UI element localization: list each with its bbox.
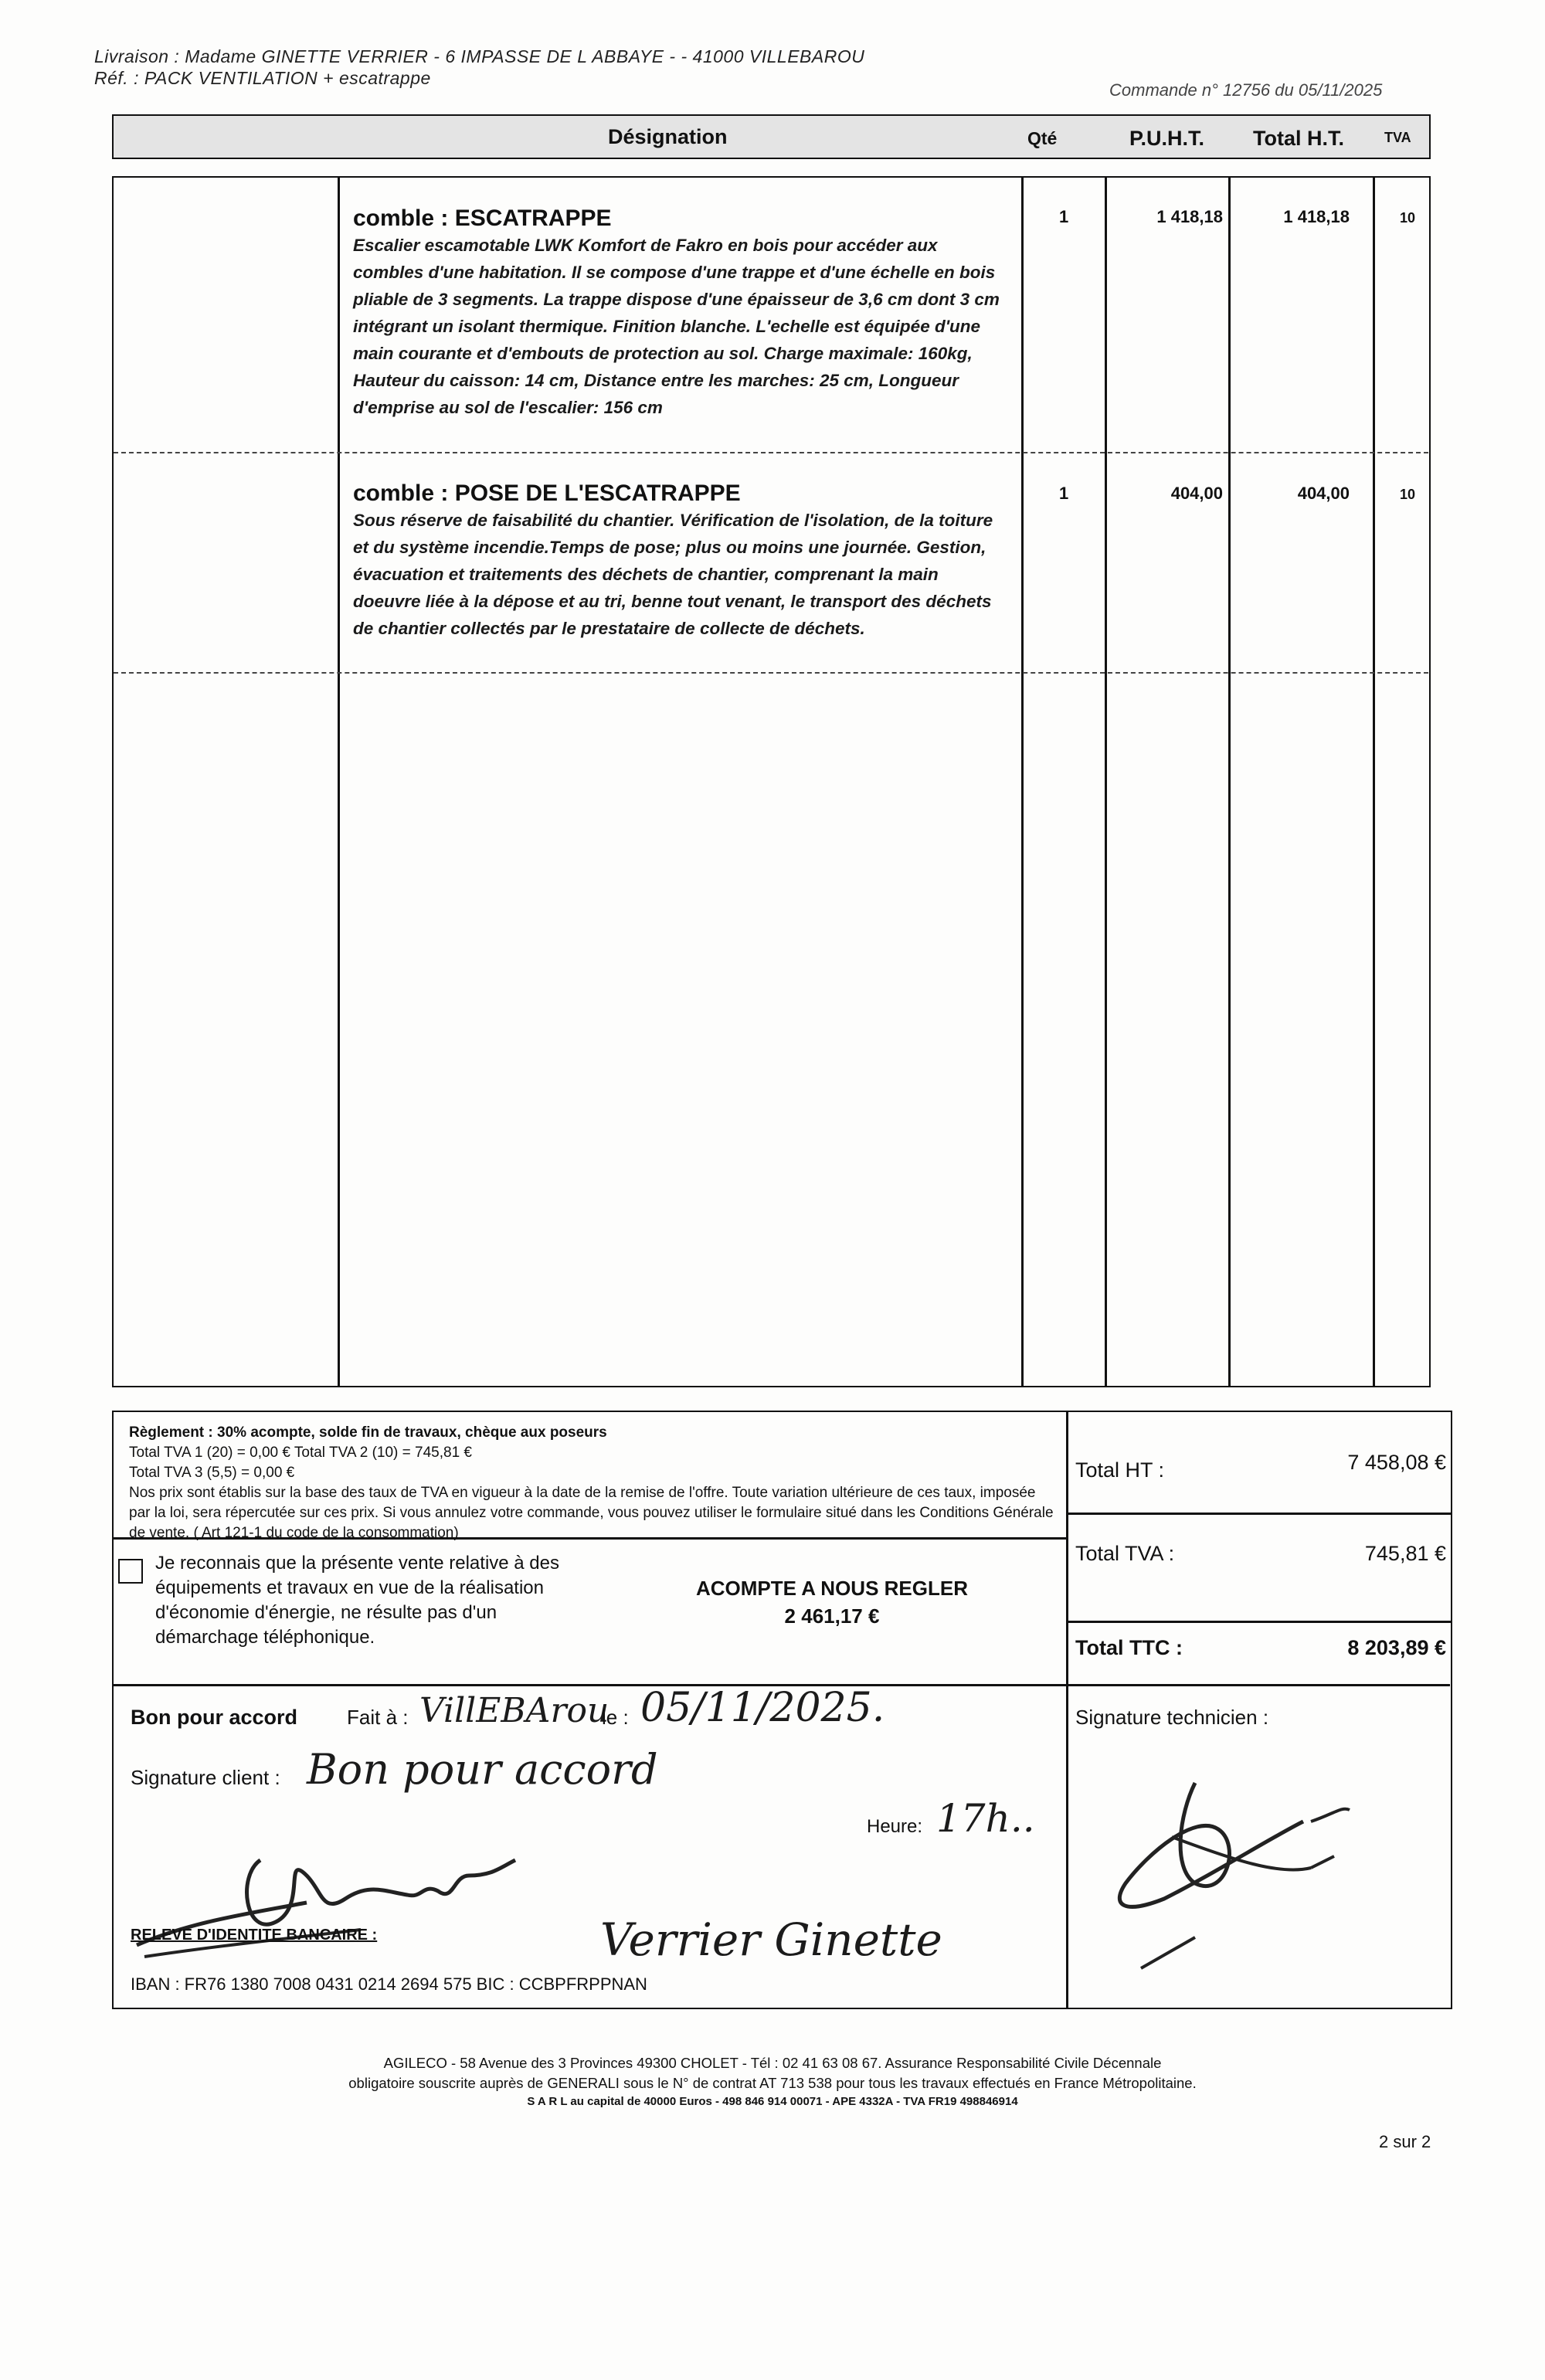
reference: Réf. : PACK VENTILATION + escatrappe	[94, 68, 431, 88]
technician-signature	[1079, 1752, 1442, 1984]
item-total-ht: 404,00	[1297, 484, 1350, 503]
acknowledgement-text: Je reconnais que la présente vente relative à des équipements et travaux en vue de la réalisation d'économie d'énergie, ne résulte pas d'un démarchage téléphonique.	[155, 1553, 559, 1648]
client-signature-label: Signature client :	[131, 1766, 280, 1789]
item-description: Escalier escamotable LWK Komfort de Fakro en bois pour accéder aux combles d'une habitation. Il se compose d'une trappe et d'une échelle en bois pliable de 3 segments. La trappe dispose d'une épaisseur de 3,6 cm dont 3 cm intégrant un isolant thermique. Finition blanche. L'echelle est équipée d'une main courante et d'embouts de protection au sol. Charge maximale: 160kg, Hauteur du caisson: 14 cm, Distance entre les marches: 25 cm, Longueur d'emprise au sol de l'escalier: 156 cm	[353, 236, 1000, 417]
date-label: le :	[602, 1706, 629, 1729]
place-label: Fait à :	[347, 1706, 409, 1729]
item-tva: 10	[1400, 487, 1416, 502]
technician-signature-label: Signature technicien :	[1075, 1706, 1269, 1729]
table-body	[112, 176, 1431, 1387]
col-tva: TVA	[1384, 130, 1411, 145]
payment-terms	[129, 1423, 1056, 1543]
table-row	[353, 480, 1010, 642]
footer-line-3: S A R L au capital de 40000 Euros - 498 846 914 00071 - APE 4332A - TVA FR19 498846914	[527, 2095, 1018, 2108]
item-qte: 1	[1059, 207, 1069, 226]
footer-line-2: obligatoire souscrite auprès de GENERALI sous le N° de contrat AT 713 538 pour tous les travaux effectués en France Métropolitaine.	[348, 2075, 1197, 2091]
page-number: 2 sur 2	[1379, 2132, 1431, 2151]
item-puht: 404,00	[1170, 484, 1223, 503]
time-label: Heure:	[867, 1816, 923, 1837]
footer-line-1: AGILECO - 58 Avenue des 3 Provinces 49300 CHOLET - Tél : 02 41 63 08 67. Assurance Responsabilité Civile Décennale	[383, 2055, 1162, 2071]
col-designation: Désignation	[608, 125, 728, 148]
bank-title: RELEVE D'IDENTITE BANCAIRE :	[131, 1927, 378, 1944]
item-description: Sous réserve de faisabilité du chantier. Vérification de l'isolation, de la toiture et du système incendie.Temps de pose; plus ou moins une journée. Gestion, évacuation et traitements des déchets de chantier, comprenant la main doeuvre liée à la dépose et au tri, benne tout venant, le transport des déchets de chantier collectés par le prestataire de collecte de déchets.	[353, 511, 993, 638]
item-puht: 1 418,18	[1156, 207, 1223, 226]
time-value: 17h..	[936, 1796, 1035, 1841]
total-tva-value: 745,81 €	[1364, 1542, 1446, 1565]
total-tva-label: Total TVA :	[1075, 1542, 1175, 1565]
col-puht: P.U.H.T.	[1129, 127, 1205, 150]
total-ht-label: Total HT :	[1075, 1458, 1165, 1482]
total-ht-value: 7 458,08 €	[1347, 1451, 1446, 1474]
payment-line-1: Règlement : 30% acompte, solde fin de travaux, chèque aux poseurs	[129, 1424, 607, 1441]
item-qte: 1	[1059, 484, 1069, 503]
total-ttc-value: 8 203,89 €	[1347, 1636, 1446, 1659]
client-handwritten-text: Bon pour accord	[307, 1745, 658, 1794]
col-total-ht: Total H.T.	[1253, 127, 1344, 150]
table-row	[353, 205, 1010, 421]
item-tva: 10	[1400, 210, 1416, 226]
approval-label: Bon pour accord	[131, 1706, 298, 1729]
payment-line-3: Total TVA 3 (5,5) = 0,00 €	[129, 1465, 295, 1481]
client-name-handwritten: Verrier Ginette	[600, 1913, 942, 1966]
order-number: Commande n° 12756 du 05/11/2025	[1109, 80, 1383, 100]
delivery-address: Livraison : Madame GINETTE VERRIER - 6 IMPASSE DE L ABBAYE - - 41000 VILLEBAROU	[94, 46, 865, 66]
table-header	[112, 114, 1431, 159]
acknowledgement-checkbox[interactable]	[118, 1559, 143, 1584]
summary-box	[112, 1411, 1452, 2009]
payment-line-2: Total TVA 1 (20) = 0,00 € Total TVA 2 (10) = 745,81 €	[129, 1445, 472, 1461]
date-value: 05/11/2025.	[640, 1685, 885, 1731]
deposit	[654, 1574, 1010, 1630]
total-ttc-label: Total TTC :	[1075, 1636, 1183, 1659]
item-title: comble : ESCATRAPPE	[353, 205, 612, 231]
deposit-value: 2 461,17 €	[784, 1604, 880, 1628]
col-qte: Qté	[1027, 128, 1058, 148]
item-total-ht: 1 418,18	[1283, 207, 1350, 226]
item-title: comble : POSE DE L'ESCATRAPPE	[353, 480, 741, 506]
place-value: VillEBArou	[419, 1691, 610, 1730]
vat-notice: Nos prix sont établis sur la base des taux de TVA en vigueur à la date de la remise de l'offre. Toute variation ultérieure de ces taux, imposée par la loi, sera répercutée sur ces prix. Si vous annulez votre commande, vous pouvez utiliser le formulaire situé dans les Conditions Générale de vente. ( Art 121-1 du code de la consommation)	[129, 1485, 1054, 1541]
deposit-label: ACOMPTE A NOUS REGLER	[696, 1577, 968, 1600]
iban: IBAN : FR76 1380 7008 0431 0214 2694 575 BIC : CCBPFRPPNAN	[131, 1974, 647, 1994]
